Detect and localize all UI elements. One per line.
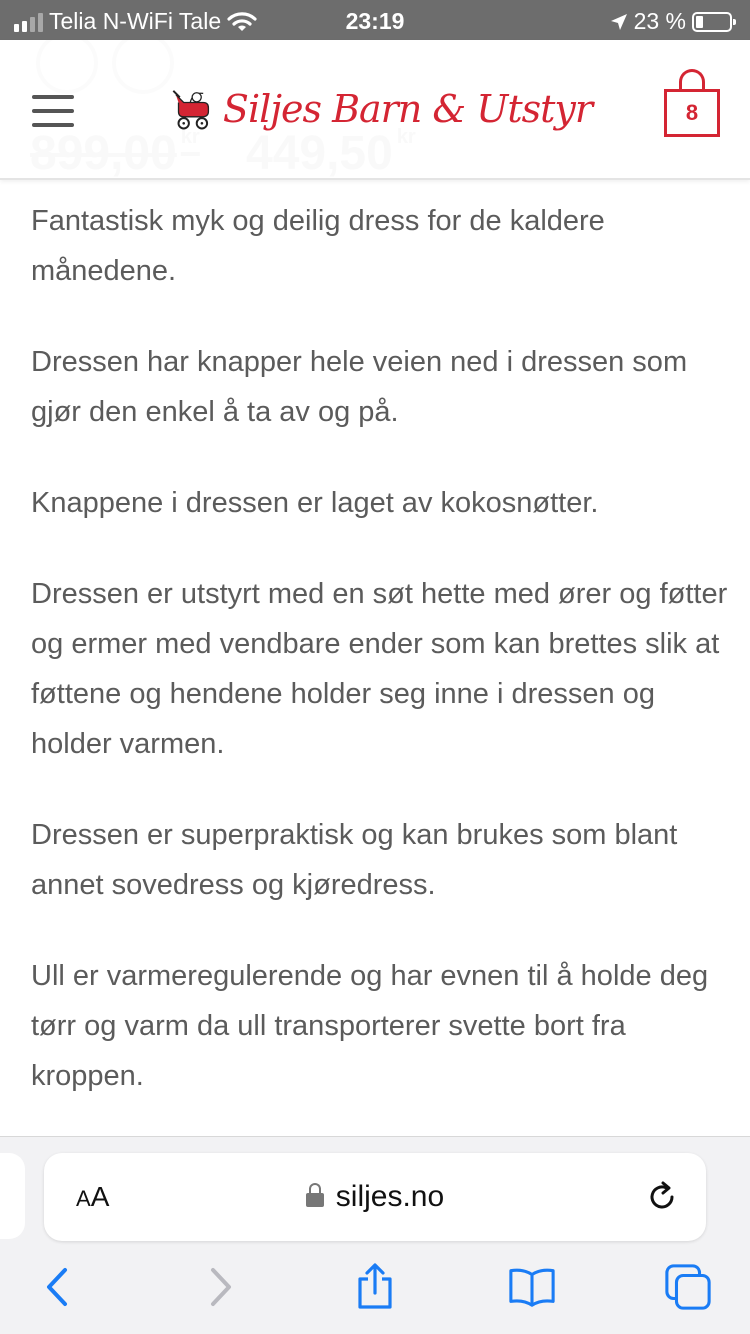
site-header xyxy=(0,40,750,180)
status-bar xyxy=(0,0,750,40)
clock: 23:19 xyxy=(345,8,405,34)
text-size-button[interactable]: AA xyxy=(76,1181,110,1212)
tabs-button[interactable] xyxy=(664,1263,712,1311)
cart-button[interactable] xyxy=(664,65,720,137)
tabs-icon xyxy=(664,1262,712,1312)
bookmarks-button[interactable] xyxy=(508,1263,556,1311)
lock-icon xyxy=(306,1193,324,1207)
description-paragraph: Dressen er utstyrt med en søt hette med ører og føtter og ermer med vendbare ender som kan brettes slik at føttene og hendene holder seg inne i dressen og holder varmen. xyxy=(31,578,728,760)
address-bar[interactable] xyxy=(44,1153,706,1241)
logo-text: Siljes Barn & Utstyr xyxy=(222,87,592,131)
reload-icon[interactable] xyxy=(644,1179,680,1215)
share-icon xyxy=(355,1263,395,1311)
battery-percent: 23 % xyxy=(633,8,686,34)
share-button[interactable] xyxy=(351,1263,399,1311)
browser-toolbar xyxy=(0,1136,750,1334)
product-description xyxy=(31,196,731,1142)
stroller-logo-icon xyxy=(172,77,215,141)
carrier-label: Telia N-WiFi Tale xyxy=(49,8,222,34)
forward-button[interactable] xyxy=(196,1263,244,1311)
description-paragraph: Dressen er superpraktisk og kan brukes som blant annet sovedress og kjøredress. xyxy=(31,819,678,901)
forward-icon xyxy=(205,1267,235,1307)
url-text: siljes.no xyxy=(335,1180,445,1213)
description-paragraph: Dressen har knapper hele veien ned i dressen som gjør den enkel å ta av og på. xyxy=(31,346,688,428)
cart-count: 8 xyxy=(664,89,720,137)
status-right xyxy=(610,8,732,35)
menu-icon[interactable] xyxy=(32,95,74,127)
location-arrow-icon xyxy=(610,13,628,31)
description-paragraph: Knappene i dressen er laget av kokosnøtter. xyxy=(31,487,599,519)
back-button[interactable] xyxy=(34,1263,82,1311)
battery-icon xyxy=(692,12,732,32)
description-paragraph: Ull er varmeregulerende og har evnen til å holde deg tørr og varm da ull transporterer svette bort fra kroppen. xyxy=(31,960,709,1092)
url-display[interactable] xyxy=(44,1180,706,1214)
bookmarks-icon xyxy=(508,1266,556,1308)
back-icon xyxy=(43,1267,73,1307)
site-logo[interactable] xyxy=(172,74,592,144)
previous-tab-peek[interactable] xyxy=(0,1153,25,1239)
description-paragraph: Fantastisk myk og deilig dress for de kaldere månedene. xyxy=(31,205,605,287)
